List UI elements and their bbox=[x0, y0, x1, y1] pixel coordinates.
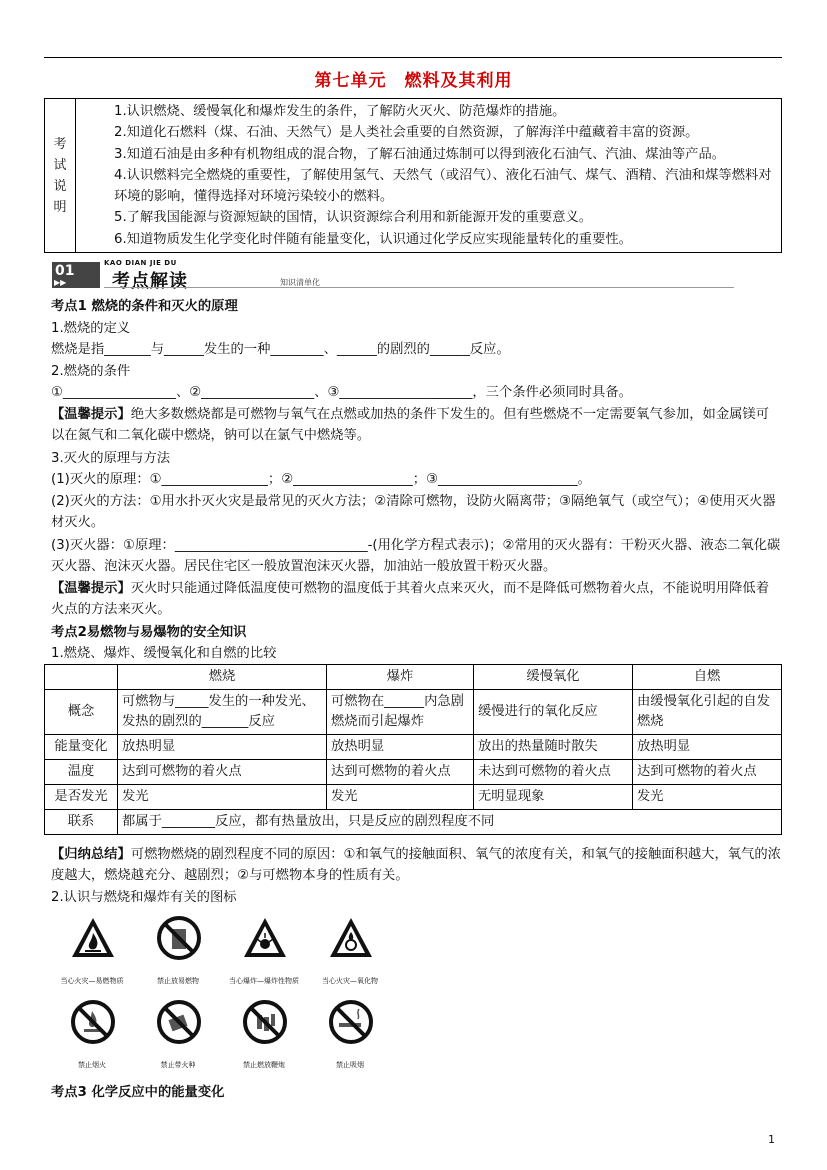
table-cell: 无明显现象 bbox=[474, 785, 633, 810]
extinguish-methods: (2)灭火的方法：①用水扑灭火灾是最常见的灭火方法；②清除可燃物，设防火隔离带；③隔绝氧气（或空气）；④使用灭火器材灭火。 bbox=[51, 494, 776, 530]
sign-no-flammables: 禁止放易燃物 bbox=[134, 915, 222, 993]
table-cell: 未达到可燃物的着火点 bbox=[474, 760, 633, 785]
header-rule bbox=[44, 57, 782, 58]
table-cell: 达到可燃物的着火点 bbox=[633, 760, 782, 785]
table-row bbox=[45, 690, 782, 735]
table-cell: 可燃物与_____发生的一种发光、发热的剧烈的_______反应 bbox=[118, 690, 327, 735]
table-row bbox=[45, 735, 782, 760]
row-label: 能量变化 bbox=[45, 735, 118, 760]
table-header-row bbox=[45, 665, 782, 690]
tip-text: 灭火时只能通过降低温度使可燃物的温度低于其着火点来灭火，而不是降低可燃物着火点，不能说明用降低着火点的方法来灭火。 bbox=[51, 581, 770, 617]
table-cell: 达到可燃物的着火点 bbox=[327, 760, 474, 785]
header-cell: 自燃 bbox=[633, 665, 782, 690]
table-cell: 发光 bbox=[118, 785, 327, 810]
banner-subtitle: 知识清单化 bbox=[280, 278, 320, 287]
table-cell: 放出的热量随时散失 bbox=[474, 735, 633, 760]
no-fire-icon bbox=[70, 999, 116, 1045]
tip-text: 绝大多数燃烧都是可燃物与氧气在点燃或加热的条件下发生的。但有些燃烧不一定需要氧气参加，如金属镁可以在氮气和二氧化碳中燃烧，钠可以在氯气中燃烧等。 bbox=[51, 407, 770, 443]
double-arrow-icon: ▶▶ bbox=[54, 278, 67, 287]
exam-scope-item: 4.认识燃料完全燃烧的重要性，了解使用氢气、天然气（或沼气）、液化石油气、煤气、酒精、汽油和煤等燃料对环境的影响，懂得选择对环境污染较小的燃料。 bbox=[114, 167, 772, 205]
row-label: 是否发光 bbox=[45, 785, 118, 810]
definition-text: 燃烧是指_______与______发生的一种________、______的剧烈的______反应。 bbox=[51, 342, 510, 357]
page-title: 第七单元 燃料及其利用 bbox=[314, 71, 513, 91]
conditions-text: ①_________________、②_________________、③____________________，三个条件必须同时具备。 bbox=[51, 385, 632, 400]
tip-label: 【温馨提示】 bbox=[51, 581, 131, 596]
table-row bbox=[45, 810, 782, 835]
header-cell bbox=[45, 665, 118, 690]
section-banner bbox=[44, 260, 782, 290]
section2-heading: 考点2易燃物与易爆物的安全知识 bbox=[51, 625, 247, 640]
explosion-warning-icon bbox=[242, 915, 288, 961]
no-flammables-icon bbox=[156, 915, 202, 961]
extinguisher-text: (3)灭火器：①原理：_____________________________-(用化学方程式表示)；②常用的灭火器有：干粉灭火器、液态二氧化碳灭火器、泡沫灭火器。居民住宅区一般放置泡沫灭火器，加油站一般放置干粉灭火器。 bbox=[51, 538, 781, 574]
banner-underline bbox=[104, 287, 734, 288]
no-firecrackers-icon bbox=[242, 999, 288, 1045]
page-number: 1 bbox=[768, 1133, 775, 1146]
exam-scope-table bbox=[44, 98, 782, 253]
safety-signs bbox=[44, 915, 404, 1075]
conditions-title: 2.燃烧的条件 bbox=[51, 364, 131, 379]
extinguish-title: 3.灭火的原理与方法 bbox=[51, 451, 171, 466]
summary-text: 可燃物燃烧的剧烈程度不同的原因：①和氧气的接触面积、氧气的浓度有关，和氧气的接触面积越大，氧气的浓度越大，燃烧越充分、越剧烈；②与可燃物本身的性质有关。 bbox=[51, 847, 781, 883]
exam-scope-item: 2.知道化石燃料（煤、石油、天然气）是人类社会重要的自然资源，了解海洋中蕴藏着丰富的资源。 bbox=[114, 125, 699, 141]
sign-no-firecrackers: 禁止燃放鞭炮 bbox=[220, 999, 308, 1077]
section3-heading: 考点3 化学反应中的能量变化 bbox=[51, 1085, 225, 1100]
table-cell: 放热明显 bbox=[327, 735, 474, 760]
row-label: 联系 bbox=[45, 810, 118, 835]
flame-warning-icon bbox=[70, 915, 116, 961]
banner-number: 01 bbox=[55, 263, 75, 279]
section1-heading: 考点1 燃烧的条件和灭火的原理 bbox=[51, 299, 238, 314]
exam-scope-label: 考 试 说 明 bbox=[45, 99, 76, 253]
header-cell: 缓慢氧化 bbox=[474, 665, 633, 690]
summary-label: 【归纳总结】 bbox=[51, 847, 131, 862]
sign-flame-warning: 当心火灾—易燃物质 bbox=[48, 915, 136, 993]
exam-scope-item: 5.了解我国能源与资源短缺的国情，认识资源综合利用和新能源开发的重要意义。 bbox=[114, 210, 593, 226]
extinguish-principle: (1)灭火的原理：①________________；②__________________；③_____________________。 bbox=[51, 472, 591, 487]
table-cell: 缓慢进行的氧化反应 bbox=[474, 690, 633, 735]
no-matches-icon bbox=[156, 999, 202, 1045]
sign-no-smoking: 禁止吸烟 bbox=[306, 999, 394, 1077]
definition-title: 1.燃烧的定义 bbox=[51, 321, 131, 336]
banner-heading: 考点解读 bbox=[112, 271, 188, 292]
exam-scope-items bbox=[76, 99, 782, 253]
header-cell: 爆炸 bbox=[327, 665, 474, 690]
sign-no-fire: 禁止烟火 bbox=[48, 999, 136, 1077]
exam-scope-item: 6.知道物质发生化学变化时伴随有能量变化，认识通过化学反应实现能量转化的重要性。 bbox=[114, 231, 632, 247]
banner-pinyin: KAO DIAN JIE DU bbox=[104, 259, 177, 267]
header-cell: 燃烧 bbox=[118, 665, 327, 690]
no-smoking-icon bbox=[328, 999, 374, 1045]
table-row bbox=[45, 785, 782, 810]
row-label: 温度 bbox=[45, 760, 118, 785]
tip-label: 【温馨提示】 bbox=[51, 407, 131, 422]
row-label: 概念 bbox=[45, 690, 118, 735]
sign-explosion-warning: 当心爆炸—爆炸性物质 bbox=[220, 915, 308, 993]
table-cell: 可燃物在______内急剧燃烧而引起爆炸 bbox=[327, 690, 474, 735]
exam-scope-item: 3.知道石油是由多种有机物组成的混合物，了解石油通过炼制可以得到液化石油气、汽油、煤油等产品。 bbox=[114, 146, 726, 162]
signs-title: 2.认识与燃烧和爆炸有关的图标 bbox=[51, 890, 237, 905]
comparison-title: 1.燃烧、爆炸、缓慢氧化和自燃的比较 bbox=[51, 646, 277, 661]
table-cell: 放热明显 bbox=[633, 735, 782, 760]
table-cell: 发光 bbox=[633, 785, 782, 810]
table-cell: 放热明显 bbox=[118, 735, 327, 760]
summary-paragraph bbox=[51, 844, 781, 886]
sign-no-matches: 禁止带火种 bbox=[134, 999, 222, 1077]
exam-scope-item: 1.认识燃烧、缓慢氧化和爆炸发生的条件，了解防火灭火、防范爆炸的措施。 bbox=[114, 104, 566, 119]
tip-paragraph-2 bbox=[51, 578, 781, 620]
oxidizer-warning-icon bbox=[328, 915, 374, 961]
table-cell: 发光 bbox=[327, 785, 474, 810]
table-cell: 达到可燃物的着火点 bbox=[118, 760, 327, 785]
comparison-table bbox=[44, 664, 782, 835]
table-cell: 由缓慢氧化引起的自发燃烧 bbox=[633, 690, 782, 735]
table-cell: 都属于________反应，都有热量放出，只是反应的剧烈程度不同 bbox=[118, 810, 782, 835]
sign-oxidizer-warning: 当心火灾—氧化物 bbox=[306, 915, 394, 993]
table-row bbox=[45, 760, 782, 785]
tip-paragraph-1 bbox=[51, 404, 781, 446]
